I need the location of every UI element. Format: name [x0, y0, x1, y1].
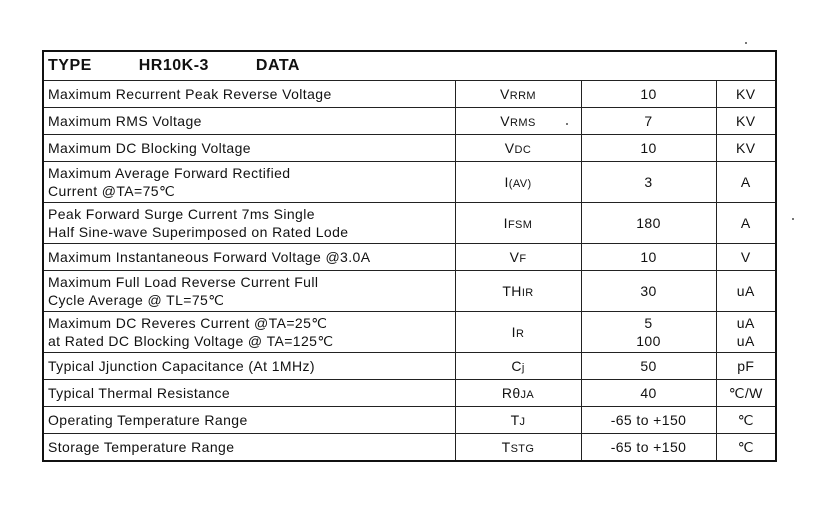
symbol-cell [455, 380, 581, 407]
parameter-text: Typical Jjunction Capacitance (At 1MHz) [48, 358, 315, 374]
parameter-text: Maximum Instantaneous Forward Voltage @3.0A [48, 249, 371, 265]
value-cell [581, 407, 716, 434]
spec-row [43, 81, 776, 108]
unit-text: uA [736, 283, 755, 299]
parameter-cell [43, 108, 455, 135]
type-label: TYPE [48, 57, 92, 74]
symbol-subscript: J [519, 416, 526, 428]
value-text: 7 [644, 113, 653, 129]
symbol-cell [455, 135, 581, 162]
spec-row [43, 380, 776, 407]
parameter-text: Peak Forward Surge Current 7ms Single [48, 206, 315, 222]
symbol-cell [455, 407, 581, 434]
parameter-text: Current @TA=75℃ [48, 183, 176, 199]
unit-cell [716, 135, 776, 162]
parameter-cell [43, 380, 455, 407]
symbol-main: I [504, 174, 509, 190]
symbol-cell [455, 162, 581, 203]
unit-text: V [740, 249, 751, 265]
parameter-cell [43, 434, 455, 461]
parameter-cell [43, 81, 455, 108]
spec-table [42, 50, 777, 462]
value-text: 10 [640, 140, 657, 156]
symbol-cell [455, 108, 581, 135]
scan-speck [792, 218, 794, 220]
unit-cell [716, 380, 776, 407]
symbol-subscript: RRM [509, 90, 536, 102]
value-cell [581, 380, 716, 407]
value-cell [581, 271, 716, 312]
symbol-main: I [503, 215, 508, 231]
unit-cell [716, 108, 776, 135]
value-cell [581, 203, 716, 244]
unit-text: KV [736, 140, 756, 156]
symbol-subscript: (AV) [508, 178, 532, 190]
parameter-cell [43, 135, 455, 162]
symbol-main: C [511, 358, 522, 374]
parameter-cell [43, 244, 455, 271]
value-cell [581, 162, 716, 203]
value-text: -65 to +150 [610, 412, 687, 428]
parameter-cell [43, 203, 455, 244]
parameter-text: Maximum DC Blocking Voltage [48, 140, 251, 156]
value-cell [581, 244, 716, 271]
unit-cell [716, 353, 776, 380]
symbol-cell [455, 203, 581, 244]
parameter-text: Maximum Recurrent Peak Reverse Voltage [48, 86, 332, 102]
value-cell [581, 434, 716, 461]
value-text: 50 [640, 358, 657, 374]
spec-row [43, 312, 776, 353]
spec-row [43, 407, 776, 434]
symbol-main: I [511, 324, 516, 340]
symbol-subscript: DC [514, 144, 532, 156]
symbol-main: T [501, 438, 511, 455]
spec-row [43, 244, 776, 271]
symbol-subscript: FSM [507, 219, 533, 231]
symbol-subscript: JA [520, 389, 535, 401]
unit-text: KV [736, 86, 756, 102]
symbol-cell [455, 244, 581, 271]
unit-text: ℃/W [728, 385, 763, 401]
spec-row [43, 203, 776, 244]
symbol-main: T [510, 412, 520, 428]
unit-cell [716, 271, 776, 312]
parameter-text: Half Sine-wave Superimposed on Rated Lode [48, 224, 349, 240]
symbol-subscript: j [521, 362, 525, 374]
parameter-cell [43, 407, 455, 434]
unit-text: ℃ [737, 412, 754, 428]
unit-cell [716, 203, 776, 244]
value-text: 5 [644, 315, 653, 331]
value-text: 30 [640, 283, 657, 299]
parameter-text: Storage Temperature Range [48, 438, 235, 455]
parameter-text: at Rated DC Blocking Voltage @ TA=125℃ [48, 333, 334, 349]
spec-row [43, 108, 776, 135]
value-text: 180 [636, 215, 661, 231]
symbol-subscript: RMS [510, 117, 536, 129]
unit-text: A [740, 174, 751, 190]
spec-row [43, 434, 776, 461]
unit-text: A [740, 215, 751, 231]
value-text: 100 [636, 333, 661, 349]
spec-row [43, 135, 776, 162]
datasheet [42, 50, 775, 462]
value-cell [581, 108, 716, 135]
unit-cell [716, 434, 776, 461]
symbol-main: V [500, 113, 511, 129]
symbol-subscript: IR [521, 287, 534, 299]
symbol-main: V [499, 86, 510, 102]
data-label: DATA [255, 57, 300, 74]
unit-text: uA [736, 315, 755, 331]
symbol-cell [455, 312, 581, 353]
value-text: 10 [640, 86, 657, 102]
unit-text: KV [736, 113, 756, 129]
symbol-main: V [509, 249, 520, 265]
parameter-text: Operating Temperature Range [48, 412, 248, 428]
unit-cell [716, 162, 776, 203]
unit-text: uA [736, 333, 755, 349]
parameter-text: Maximum DC Reveres Current @TA=25℃ [48, 315, 328, 331]
parameter-text: Cycle Average @ TL=75℃ [48, 292, 225, 308]
spec-row [43, 353, 776, 380]
symbol-subscript: STG [510, 442, 535, 455]
symbol-subscript: F [519, 253, 527, 265]
symbol-main: TH [502, 283, 522, 299]
parameter-cell [43, 353, 455, 380]
value-text: 3 [644, 174, 653, 190]
symbol-subscript: R [515, 328, 525, 340]
unit-cell [716, 407, 776, 434]
unit-cell [716, 312, 776, 353]
value-text: -65 to +150 [610, 438, 687, 455]
scan-speck [745, 42, 747, 44]
symbol-cell [455, 434, 581, 461]
unit-text: pF [737, 358, 755, 374]
title-cell [43, 51, 776, 81]
parameter-cell [43, 271, 455, 312]
value-cell [581, 312, 716, 353]
unit-cell [716, 244, 776, 271]
symbol-main: Rθ [501, 385, 521, 401]
symbol-main: V [504, 140, 515, 156]
unit-text: ℃ [737, 438, 754, 455]
scan-speck [566, 123, 568, 125]
spec-row [43, 271, 776, 312]
value-cell [581, 135, 716, 162]
value-text: 40 [640, 385, 657, 401]
value-text: 10 [640, 249, 657, 265]
title-row [43, 51, 776, 81]
parameter-cell [43, 312, 455, 353]
parameter-text: Maximum Average Forward Rectified [48, 165, 291, 181]
parameter-text: Maximum RMS Voltage [48, 113, 202, 129]
model-name: HR10K-3 [138, 57, 209, 74]
symbol-cell [455, 271, 581, 312]
unit-cell [716, 81, 776, 108]
symbol-cell [455, 81, 581, 108]
parameter-text: Typical Thermal Resistance [48, 385, 231, 401]
parameter-cell [43, 162, 455, 203]
parameter-text: Maximum Full Load Reverse Current Full [48, 274, 319, 290]
value-cell [581, 81, 716, 108]
spec-row [43, 162, 776, 203]
symbol-cell [455, 353, 581, 380]
value-cell [581, 353, 716, 380]
